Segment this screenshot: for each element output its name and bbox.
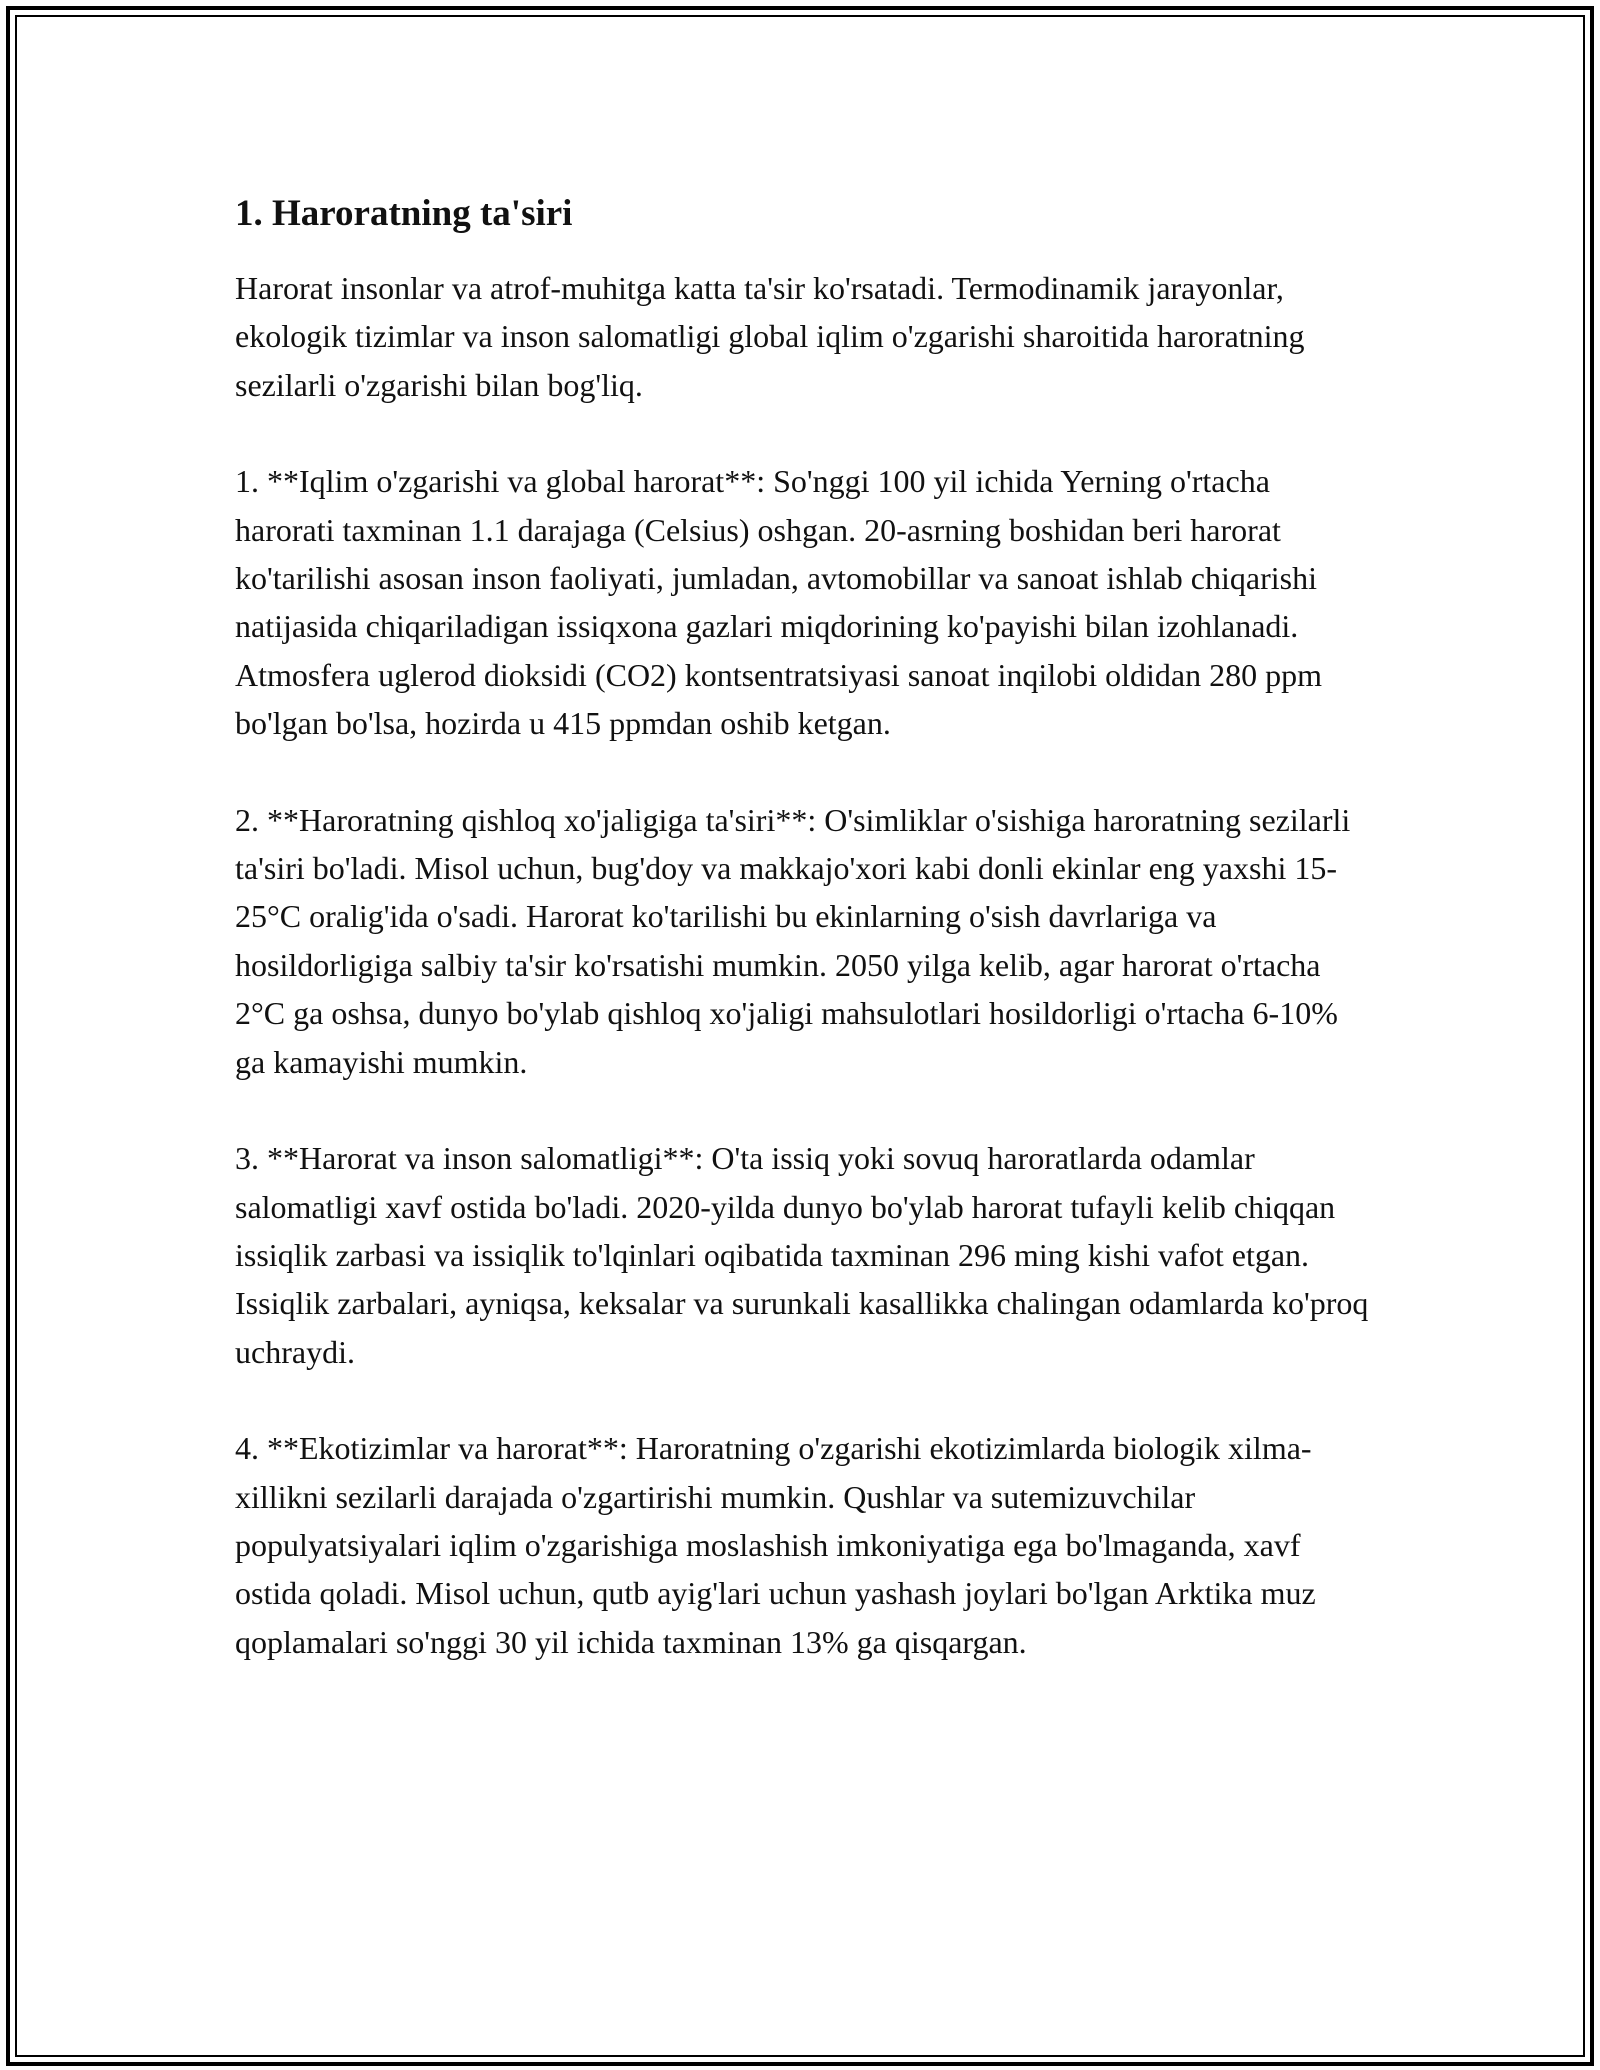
paragraph-ecosystems: 4. **Ekotizimlar va harorat**: Haroratning o'zgarishi ekotizimlarda biologik xilma-xillikni sezilarli darajada o'zgartirishi mumkin. Qushlar va sutemizuvchilar populyatsiyalari iqlim o'zgarishiga moslashish imkoniyatiga ega bo'lmaganda, xavf ostida qoladi. Misol uchun, qutb ayig'lari uchun yashash joylari bo'lgan Arktika muz qoplamalari so'nggi 30 yil ichida taxminan 13% ga qisqargan. (235, 1430, 1316, 1660)
paragraph-agriculture: 2. **Haroratning qishloq xo'jaligiga ta'siri**: O'simliklar o'sishiga haroratning sezilarli ta'siri bo'ladi. Misol uchun, bug'doy va makkajo'xori kabi donli ekinlar eng yaxshi 15-25°C oralig'ida o'sadi. Harorat ko'tarilishi bu ekinlarning o'sish davrlariga va hosildorligiga salbiy ta'sir ko'rsatishi mumkin. 2050 yilga kelib, agar harorat o'rtacha 2°C ga oshsa, dunyo bo'ylab qishloq xo'jaligi mahsulotlari hosildorligi o'rtacha 6-10% ga kamayishi mumkin. (235, 801, 1351, 1080)
document-body (235, 188, 1370, 1714)
paragraph-climate-change: 1. **Iqlim o'zgarishi va global harorat**: So'nggi 100 yil ichida Yerning o'rtacha harorati taxminan 1.1 darajaga (Celsius) oshgan. 20-asrning boshidan beri harorat ko'tarilishi asosan inson faoliyati, jumladan, avtomobillar va sanoat ishlab chiqarishi natijasida chiqariladigan issiqxona gazlari miqdorining ko'payishi bilan izohlanadi. Atmosfera uglerod dioksidi (CO2) kontsentratsiyasi sanoat inqilobi oldidan 280 ppm bo'lgan bo'lsa, hozirda u 415 ppmdan oshib ketgan. (235, 463, 1322, 742)
section-heading: 1. Haroratning ta'siri (235, 193, 573, 234)
paragraph-human-health: 3. **Harorat va inson salomatligi**: O'ta issiq yoki sovuq haroratlarda odamlar salomatligi xavf ostida bo'ladi. 2020-yilda dunyo bo'ylab harorat tufayli kelib chiqqan issiqlik zarbasi va issiqlik to'lqinlari oqibatida taxminan 296 ming kishi vafot etgan. Issiqlik zarbalari, ayniqsa, keksalar va surunkali kasallikka chalingan odamlarda ko'proq uchraydi. (235, 1140, 1369, 1370)
intro-paragraph: Harorat insonlar va atrof-muhitga katta ta'sir ko'rsatadi. Termodinamik jarayonlar, ekologik tizimlar va inson salomatligi global iqlim o'zgarishi sharoitida haroratning sezilarli o'zgarishi bilan bog'liq. (235, 270, 1305, 403)
